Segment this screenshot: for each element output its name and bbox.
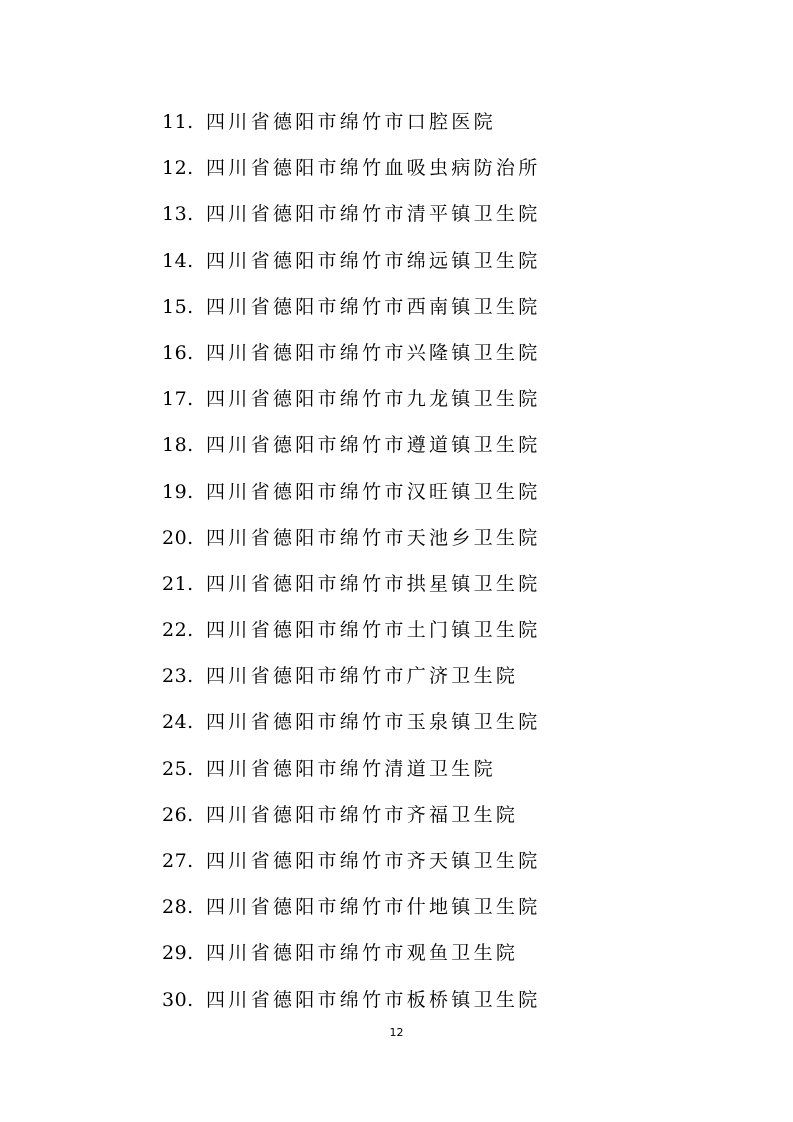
item-text: 四川省德阳市绵竹市九龙镇卫生院: [206, 388, 541, 411]
list-item: [162, 287, 541, 333]
list-item: [162, 841, 541, 887]
list-item: [162, 564, 541, 610]
list-item: [162, 749, 541, 795]
item-text: 四川省德阳市绵竹市齐福卫生院: [206, 803, 519, 826]
list-item: [162, 194, 541, 240]
item-text: 四川省德阳市绵竹市口腔医院: [206, 111, 496, 133]
list-item: [162, 241, 541, 287]
item-text: 四川省德阳市绵竹市清平镇卫生院: [206, 203, 541, 226]
list-item: [162, 379, 541, 425]
item-text: 四川省德阳市绵竹市土门镇卫生院: [206, 619, 541, 642]
item-number: 28.: [162, 896, 194, 919]
item-text: 四川省德阳市绵竹市天池乡卫生院: [206, 526, 541, 549]
item-number: 12.: [162, 157, 194, 180]
item-text: 四川省德阳市绵竹市西南镇卫生院: [206, 295, 541, 318]
list-item: [162, 702, 541, 748]
item-number: 30.: [162, 988, 194, 1011]
item-number: 20.: [162, 526, 194, 549]
item-text: 四川省德阳市绵竹市遵道镇卫生院: [206, 434, 541, 457]
item-number: 14.: [162, 249, 194, 272]
item-text: 四川省德阳市绵竹市绵远镇卫生院: [206, 249, 541, 272]
list-item: [162, 795, 541, 841]
item-text: 四川省德阳市绵竹清道卫生院: [206, 757, 496, 780]
list-item: [162, 472, 541, 518]
item-text: 四川省德阳市绵竹市广济卫生院: [206, 665, 519, 688]
item-number: 18.: [162, 434, 194, 457]
item-text: 四川省德阳市绵竹市拱星镇卫生院: [206, 572, 541, 595]
item-text: 四川省德阳市绵竹市汉旺镇卫生院: [206, 480, 541, 503]
item-text: 四川省德阳市绵竹市观鱼卫生院: [206, 942, 519, 965]
list-item: [162, 610, 541, 656]
item-text: 四川省德阳市绵竹市兴隆镇卫生院: [206, 341, 541, 364]
item-number: 24.: [162, 711, 194, 734]
item-text: 四川省德阳市绵竹市什地镇卫生院: [206, 896, 541, 919]
item-text: 四川省德阳市绵竹血吸虫病防治所: [206, 157, 541, 180]
item-number: 11.: [162, 111, 194, 133]
item-number: 21.: [162, 572, 194, 595]
list-item: [162, 518, 541, 564]
item-number: 29.: [162, 942, 194, 965]
page-number: 12: [389, 1026, 404, 1039]
list-item: [162, 656, 541, 702]
item-text: 四川省德阳市绵竹市玉泉镇卫生院: [206, 711, 541, 734]
item-number: 26.: [162, 803, 194, 826]
list-item: [162, 425, 541, 471]
item-number: 19.: [162, 480, 194, 503]
item-number: 17.: [162, 388, 194, 411]
list-item: [162, 980, 541, 1026]
item-text: 四川省德阳市绵竹市板桥镇卫生院: [206, 988, 541, 1011]
list-item: [162, 933, 541, 979]
list-item: [162, 148, 541, 194]
item-number: 22.: [162, 619, 194, 642]
item-number: 13.: [162, 203, 194, 226]
item-text: 四川省德阳市绵竹市齐天镇卫生院: [206, 850, 541, 872]
list-item: [162, 102, 541, 148]
hospital-list: [162, 102, 541, 1026]
list-item: [162, 887, 541, 933]
item-number: 16.: [162, 341, 194, 364]
item-number: 15.: [162, 295, 194, 318]
item-number: 23.: [162, 665, 194, 688]
list-item: [162, 333, 541, 379]
item-number: 25.: [162, 757, 194, 780]
item-number: 27.: [162, 850, 194, 872]
